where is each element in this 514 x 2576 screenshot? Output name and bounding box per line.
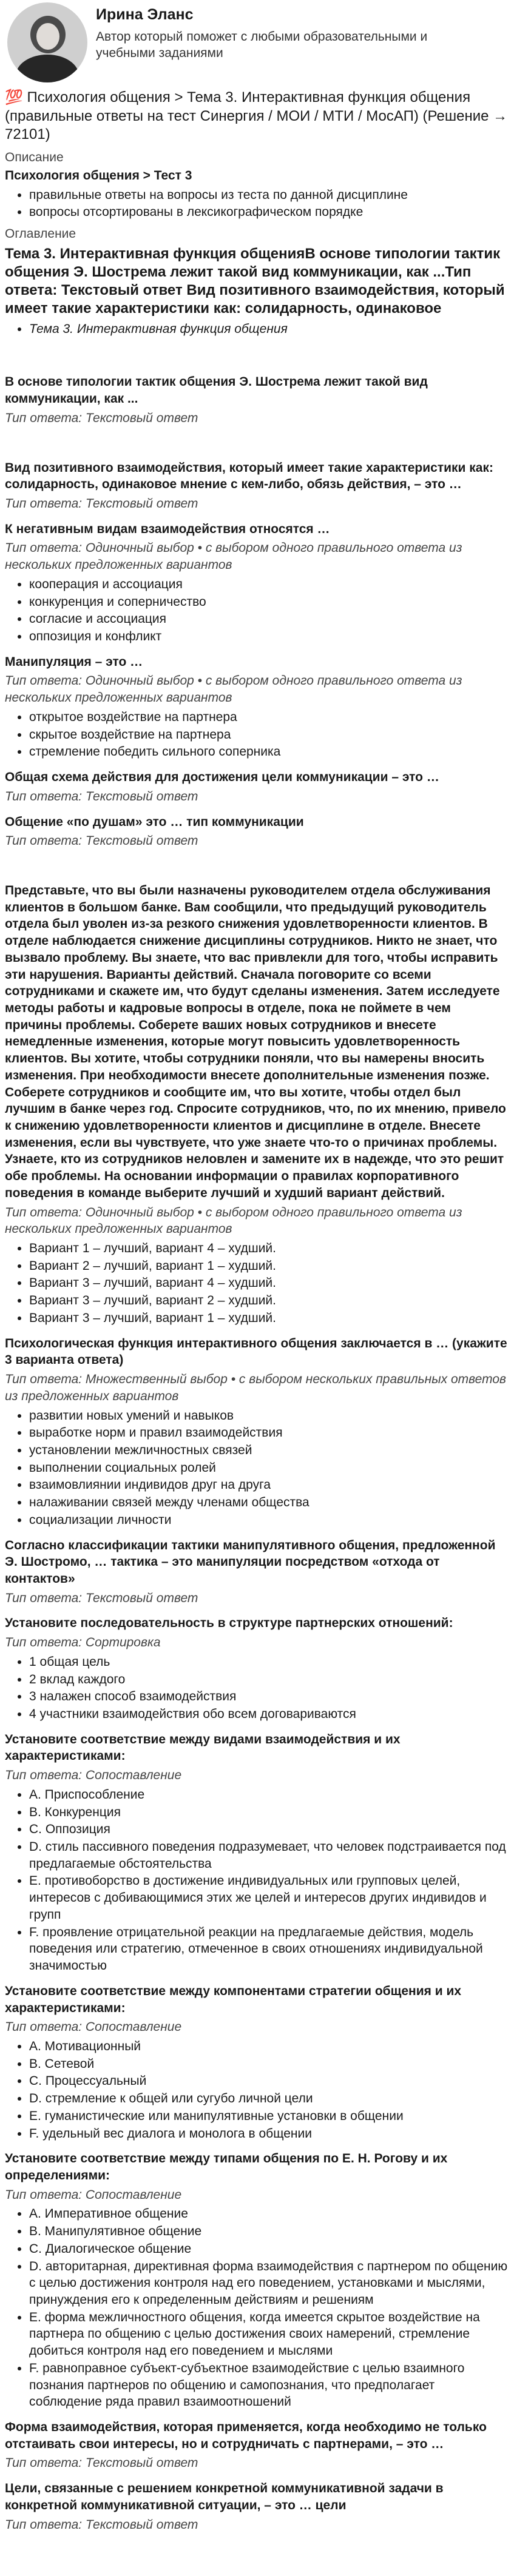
question-title: Манипуляция – это …: [5, 654, 143, 669]
question-title: Установите соответствие между видами взаимодействия и их характеристиками:: [5, 1732, 401, 1763]
description-label: Описание: [5, 150, 64, 165]
question-block: [5, 460, 509, 512]
answer-option: • C. Диалогическое общение: [29, 2241, 509, 2258]
avatar[interactable]: [7, 2, 87, 82]
answer-option: • 4 участники взаимодействия обо всем договариваются: [29, 1706, 509, 1723]
question-block: [5, 2419, 509, 2472]
question-block: [5, 2150, 509, 2410]
answer-option: • E. противоборство в достижение индивидуальных или групповых целей, интересов с добивающимися этих же целей и интересов других индивидов и групп: [29, 1873, 509, 1923]
question-block: [5, 654, 509, 760]
answer-option: • D. стремление к общей или сугубо личной цели: [29, 2090, 509, 2107]
author-header: [5, 0, 509, 86]
answer-option: • C. Процессуальный: [29, 2073, 509, 2090]
question-title: Установите последовательность в структуре партнерских отношений:: [5, 1616, 453, 1631]
answer-option: • B. Конкуренция: [29, 1804, 509, 1821]
answer-options: [5, 1407, 509, 1529]
spacer: [5, 341, 509, 365]
answer-option: • развитии новых умений и навыков: [29, 1407, 509, 1424]
answer-option: • кооперация и ассоциация: [29, 576, 509, 593]
description-item: • вопросы отсортированы в лексикографическом порядке: [29, 204, 509, 221]
answer-type: Тип ответа: Текстовый ответ: [5, 834, 198, 848]
answer-option: • выработке норм и правил взаимодействия: [29, 1424, 509, 1441]
answer-option: • Вариант 3 – лучший, вариант 2 – худший.: [29, 1292, 509, 1309]
breadcrumb[interactable]: Психология общения > Тест 3: [5, 168, 192, 183]
answer-option: • Вариант 3 – лучший, вариант 4 – худший.: [29, 1275, 509, 1292]
answer-type: Тип ответа: Множественный выбор • с выбором нескольких правильных ответов из предложенных вариантов: [5, 1372, 507, 1403]
answer-option: • C. Оппозиция: [29, 1821, 509, 1838]
answer-type: Тип ответа: Текстовый ответ: [5, 1591, 198, 1605]
question-title: Установите соответствие между типами общения по Е. Н. Рогову и их определениями:: [5, 2152, 448, 2182]
answer-type: Тип ответа: Текстовый ответ: [5, 2517, 198, 2532]
answer-option: • D. авторитарная, директивная форма взаимодействия с партнером по общению с целью достижения контроля над его поведением, установками и мыслями, принуждения его к определенным действиям и решениям: [29, 2258, 509, 2309]
answer-option: • A. Приспособление: [29, 1786, 509, 1803]
question-title: Представьте, что вы были назначены руководителем отдела обслуживания клиентов в большом банке. Вам сообщили, что предыдущий руководитель отдела был уволен из-за резкого снижения удовлетворенности клиентов. В отделе наблюдается снижение дисциплины сотрудников. Никто не знает, что вызвало проблему. Вы знаете, что вас привлекли для того, чтобы исправить эти нарушения. Варианты действий. Сначала поговорите со всеми сотрудниками и скажете им, что будут сделаны изменения. Затем исследуете методы работы и кадровые вопросы в отделе, пока не поймете в чем причины проблемы. Соберете ваших новых сотрудников и внесете немедленные изменения, которые могут повысить удовлетворенность клиентов. Вы хотите, чтобы сотрудники поняли, что вы намерены вносить изменения. При необходимости внесете дополнительные изменения позже. Соберете сотрудников и сообщите им, что вы хотите, чтобы отдел был лучшим в банке через год. Спросите сотрудников, что, по их мнению, привело к снижению удовлетворенности клиентов и дисциплине в отделе. Внесете изменения, если вы чувствуете, что уже знаете что-то о причинах проблемы. Узнаете, кто из сотрудников неловлен и замените их в надежде, что это решит обе проблемы. На основании информации о правилах корпоративного поведения в команде выберите лучший и худший вариант действий.: [5, 883, 506, 1200]
question-title: К негативным видам взаимодействия относятся …: [5, 522, 330, 536]
answer-options: [5, 576, 509, 645]
answer-option: • скрытое воздействие на партнера: [29, 726, 509, 743]
answer-option: • F. равноправное субъект-субъектное взаимодействие с целью взаимного познания партнеров по общению и самопознания, что предполагает соблюдение ряда правил взаимоотношений: [29, 2360, 509, 2410]
answer-option: • согласие и ассоциация: [29, 611, 509, 628]
answer-option: • конкуренция и соперничество: [29, 594, 509, 611]
answer-type: Тип ответа: Сопоставление: [5, 2020, 182, 2034]
answer-option: • открытое воздействие на партнера: [29, 709, 509, 726]
question-block: [5, 374, 509, 426]
answer-options: [5, 2205, 509, 2410]
answer-type: Тип ответа: Текстовый ответ: [5, 2456, 198, 2470]
question-block: [5, 1983, 509, 2142]
author-info: [96, 2, 436, 62]
answer-option: • 3 налажен способ взаимодействия: [29, 1688, 509, 1705]
answer-option: • 2 вклад каждого: [29, 1671, 509, 1688]
answer-option: • оппозиция и конфликт: [29, 628, 509, 645]
question-title: Согласно классификации тактики манипулятивного общения, предложенной Э. Шостромо, … тактика – это манипуляции посредством «отхода от контактов»: [5, 1538, 496, 1586]
answer-option: • F. удельный вес диалога и монолога в общении: [29, 2125, 509, 2142]
question-title: Вид позитивного взаимодействия, который имеет такие характеристики как: солидарность, одинаковое мнение с кем-либо, обязь действия, – это …: [5, 460, 493, 492]
answer-option: • стремление победить сильного соперника: [29, 743, 509, 760]
answer-option: • Вариант 3 – лучший, вариант 1 – худший.: [29, 1310, 509, 1327]
answer-options: [5, 2038, 509, 2142]
page-title: 💯 Психология общения > Тема 3. Интерактивная функция общения (правильные ответы на тест Синергия / МОИ / МТИ / МосАП) (Решение → 72101): [5, 89, 508, 143]
question-block: [5, 2480, 509, 2533]
answer-option: • налаживании связей между членами общества: [29, 1494, 509, 1511]
spacer: [5, 850, 509, 874]
answer-option: • A. Мотивационный: [29, 2038, 509, 2055]
question-block: [5, 882, 509, 1327]
answer-option: • B. Сетевой: [29, 2056, 509, 2073]
question-block: [5, 1615, 509, 1722]
answer-type: Тип ответа: Одиночный выбор • с выбором одного правильного ответа из нескольких предложенных вариантов: [5, 1205, 462, 1236]
answer-option: • взаимовлиянии индивидов друг на друга: [29, 1477, 509, 1494]
answer-type: Тип ответа: Сопоставление: [5, 1768, 182, 1783]
question-block: [5, 1335, 509, 1529]
answer-option: • Вариант 1 – лучший, вариант 4 – худший.: [29, 1240, 509, 1257]
toc-item[interactable]: • Тема 3. Интерактивная функция общения: [29, 321, 509, 338]
answer-type: Тип ответа: Текстовый ответ: [5, 789, 198, 803]
answer-option: • установлении межличностных связей: [29, 1442, 509, 1459]
answer-option: • социализации личности: [29, 1512, 509, 1529]
answer-type: Тип ответа: Сопоставление: [5, 2187, 182, 2202]
description-item: • правильные ответы на вопросы из теста по данной дисциплине: [29, 187, 509, 204]
question-title: Установите соответствие между компонентами стратегии общения и их характеристиками:: [5, 1984, 462, 2015]
answer-type: Тип ответа: Текстовый ответ: [5, 411, 198, 425]
answer-options: [5, 1654, 509, 1723]
question-title: Форма взаимодействия, которая применяется, когда необходимо не только отстаивать свои интересы, но и сотрудничать с партнерами, – это …: [5, 2420, 487, 2451]
questions-list: [5, 374, 509, 2533]
question-block: [5, 1731, 509, 1974]
answer-option: • B. Манипулятивное общение: [29, 2223, 509, 2240]
answer-options: [5, 1240, 509, 1327]
answer-option: • 1 общая цель: [29, 1654, 509, 1671]
answer-type: Тип ответа: Одиночный выбор • с выбором одного правильного ответа из нескольких предложенных вариантов: [5, 674, 462, 705]
question-title: Общение «по душам» это … тип коммуникации: [5, 814, 304, 829]
author-description: Автор который поможет с любыми образовательными и учебными заданиями: [96, 30, 428, 61]
answer-option: • A. Императивное общение: [29, 2205, 509, 2222]
question-title: В основе типологии тактик общения Э. Шострема лежит такой вид коммуникации, как ...: [5, 375, 428, 406]
answer-option: • выполнении социальных ролей: [29, 1460, 509, 1477]
spacer: [5, 427, 509, 451]
toc-label: Оглавление: [5, 227, 76, 241]
answer-option: • F. проявление отрицательной реакции на предлагаемые действия, модель поведения или стратегию, отмеченное в своих отношениях индивидуальной значимостью: [29, 1924, 509, 1974]
description-list: [5, 187, 509, 221]
question-title: Общая схема действия для достижения цели коммуникации – это …: [5, 770, 439, 785]
toc-heading: Тема 3. Интерактивная функция общенияВ основе типологии тактик общения Э. Шострема лежит такой вид коммуникации, как ...Тип ответа: Текстовый ответ Вид позитивного взаимодействия, который имеет такие характеристики как: солидарность, одинаковое: [5, 245, 505, 317]
answer-options: [5, 709, 509, 760]
question-title: Психологическая функция интерактивного общения заключается в … (укажите 3 варианта ответа): [5, 1336, 507, 1367]
question-block: [5, 1537, 509, 1607]
answer-option: • E. форма межличностного общения, когда имеется скрытое воздействие на партнера по общению с целью достижения своих намерений, стремление добиться контроля над его поведением и мыслями: [29, 2309, 509, 2360]
answer-option: • E. гуманистические или манипулятивные установки в общении: [29, 2108, 509, 2125]
answer-options: [5, 1786, 509, 1974]
answer-type: Тип ответа: Сортировка: [5, 1635, 161, 1650]
question-block: [5, 521, 509, 645]
answer-option: • Вариант 2 – лучший, вариант 1 – худший.: [29, 1258, 509, 1275]
question-block: [5, 814, 509, 850]
answer-type: Тип ответа: Одиночный выбор • с выбором одного правильного ответа из нескольких предложенных вариантов: [5, 541, 462, 572]
question-title: Цели, связанные с решением конкретной коммуникативной задачи в конкретной коммуникативной ситуации, – это … цели: [5, 2481, 444, 2512]
answer-option: • D. стиль пассивного поведения подразумевает, что человек подстраивается под предлагаемые обстоятельства: [29, 1839, 509, 1872]
author-name[interactable]: Ирина Эланс: [96, 6, 194, 23]
question-block: [5, 769, 509, 805]
toc-list: [5, 321, 509, 338]
answer-type: Тип ответа: Текстовый ответ: [5, 497, 198, 511]
